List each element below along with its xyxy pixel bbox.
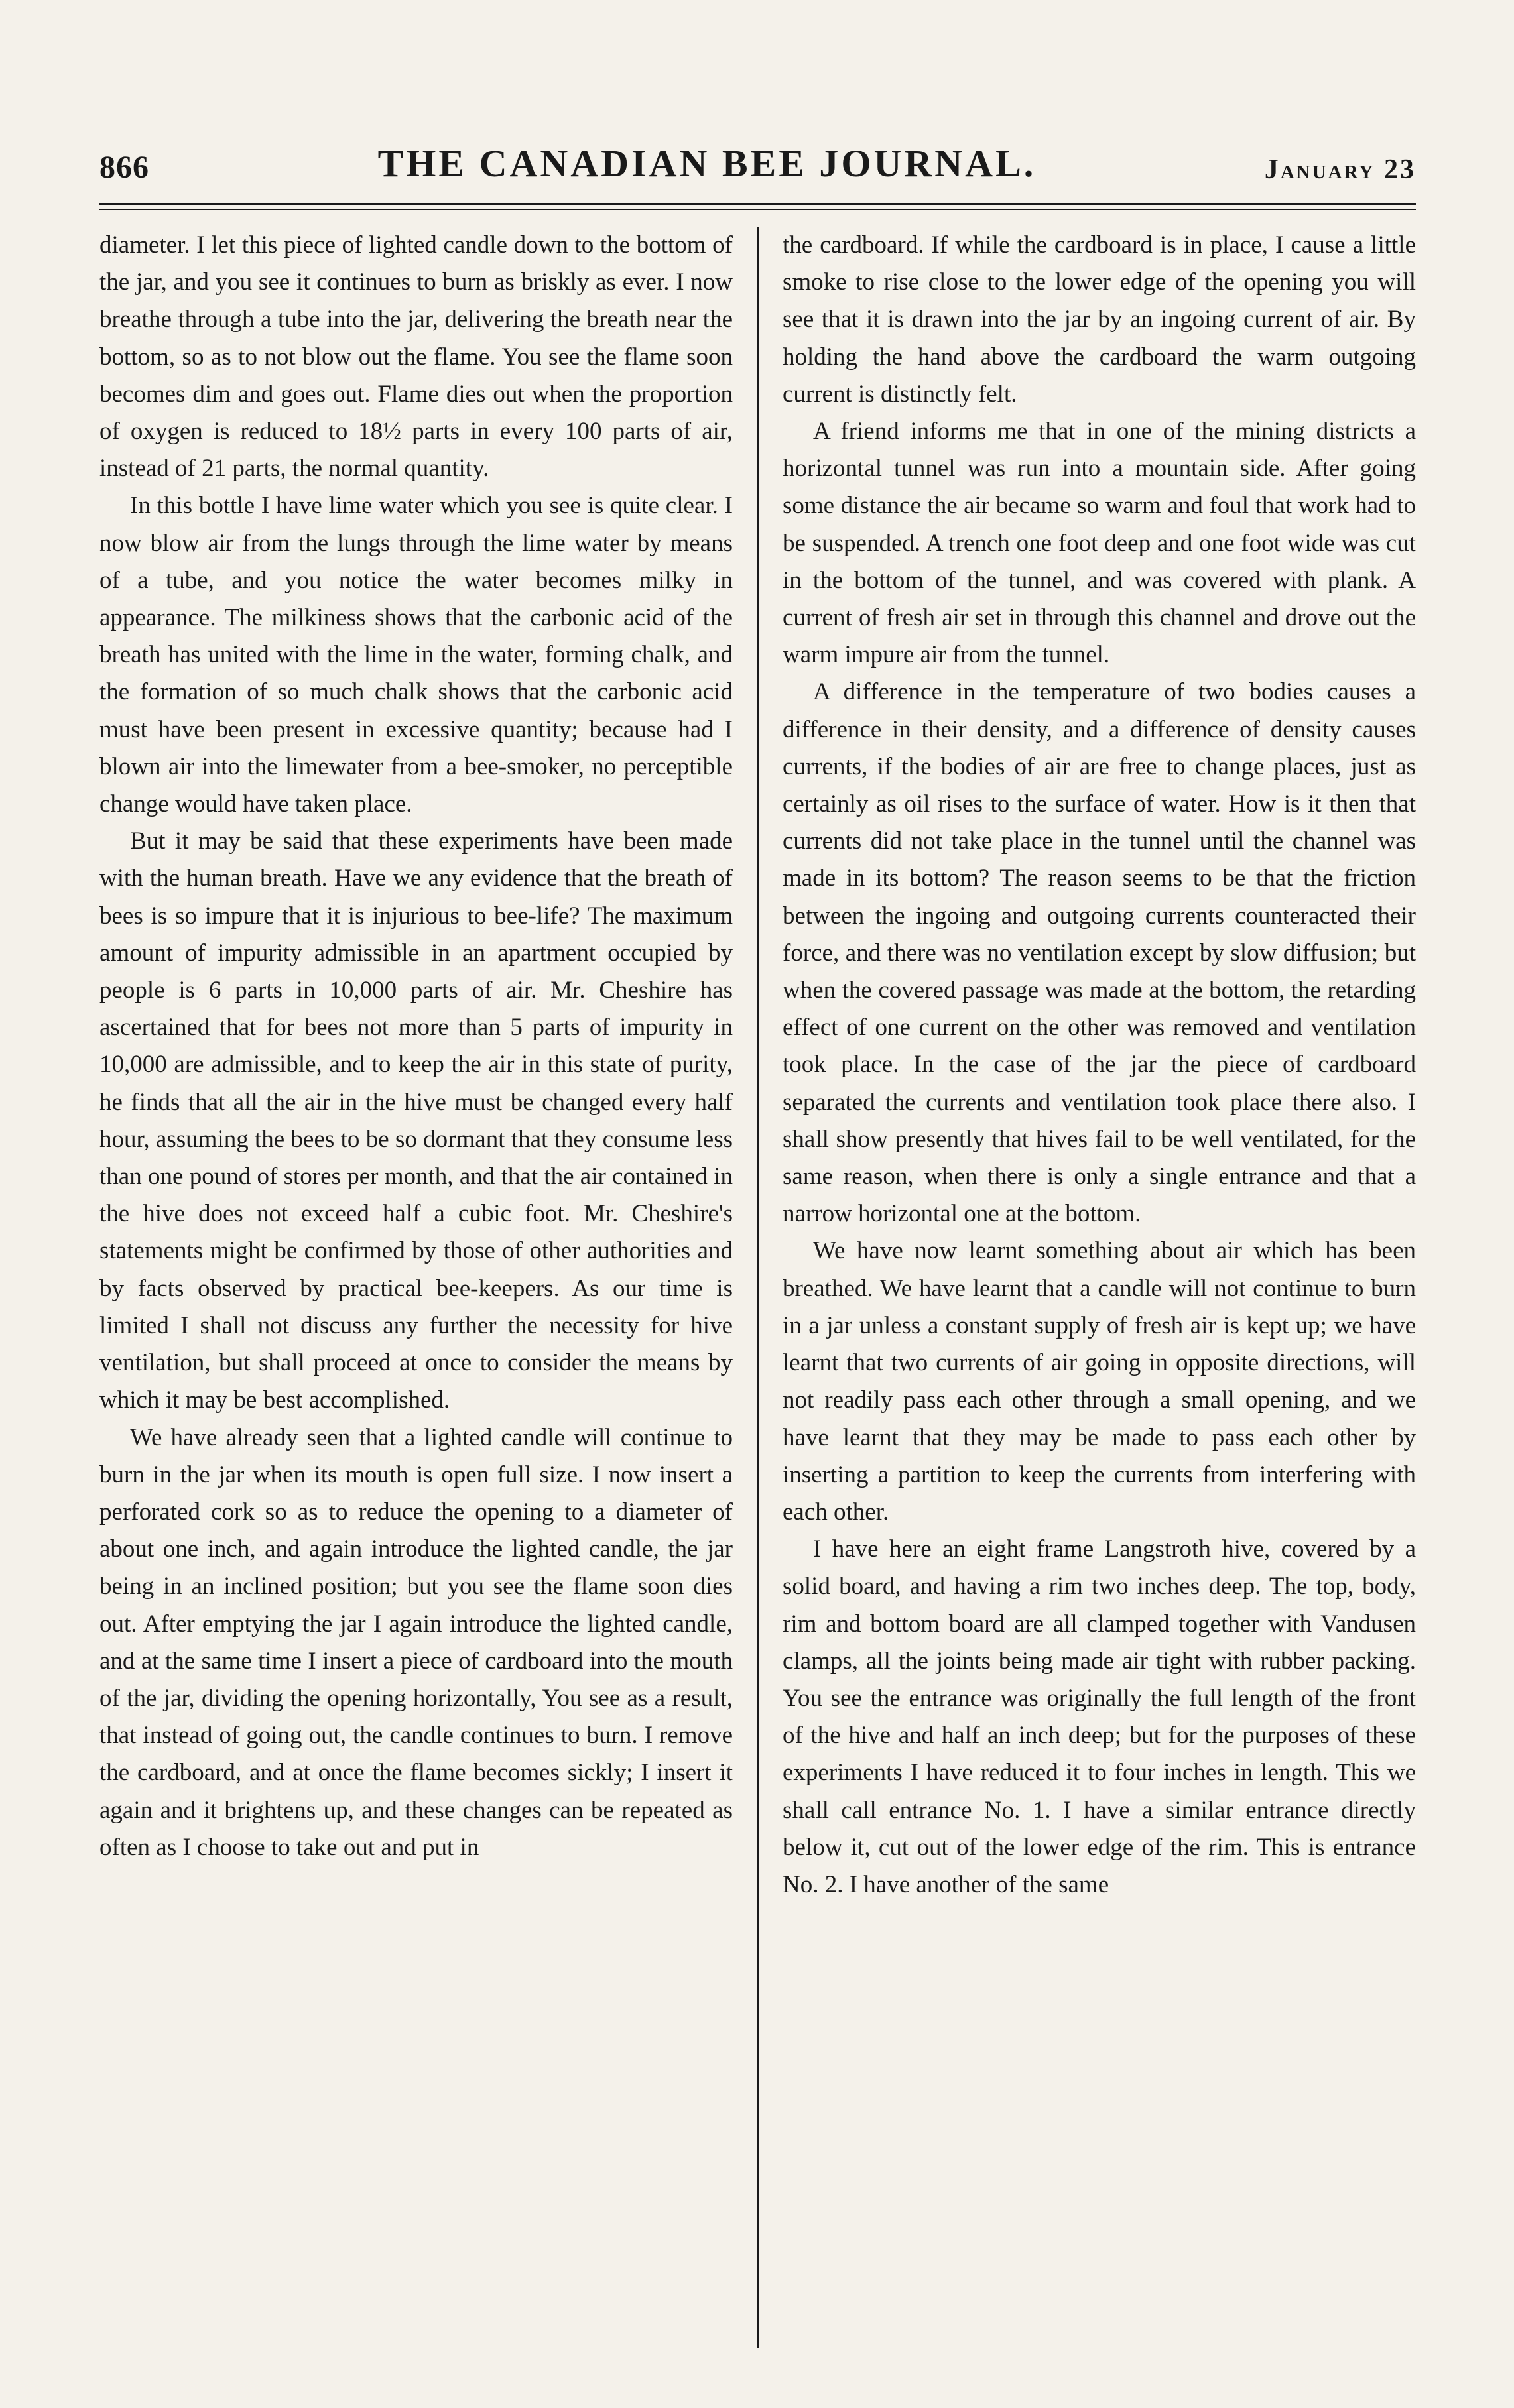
left-column xyxy=(99,227,733,2348)
paragraph: diameter. I let this piece of lighted candle down to the bottom of the jar, and you see it continues to burn as briskly as ever. I now breathe through a tube into the jar, delivering the breath near the bottom, so as to not blow out the flame. You see the flame soon becomes dim and goes out. Flame dies out when the proportion of oxygen is reduced to 18½ parts in every 100 parts of air, instead of 21 parts, the normal quantity. xyxy=(99,231,733,483)
page-number: 866 xyxy=(99,150,149,185)
journal-title: THE CANADIAN BEE JOURNAL. xyxy=(377,142,1037,185)
paragraph: We have now learnt something about air which has been breathed. We have learnt that a candle will not continue to burn in a jar unless a constant supply of fresh air is kept up; we have learnt that two currents of air going in opposite directions, will not readily pass each other through a small opening, and we have learnt that they may be made to pass each other by inserting a partition to keep the currents from interfering with each other. xyxy=(783,1237,1416,1526)
header-rule xyxy=(99,203,1416,210)
paragraph: But it may be said that these experiments have been made with the human breath. Have we any evidence that the breath of bees is so impure that it is injurious to bee-life? The maximum amount of impurity admissible in an apartment occupied by people is 6 parts in 10,000 parts of air. Mr. Cheshire has ascertained that for bees not more than 5 parts of impurity in 10,000 are admissible, and to keep the air in this state of purity, he finds that all the air in the hive must be changed every half hour, assuming the bees to be so dormant that they consume less than one pound of stores per month, and that the air contained in the hive does not exceed half a cubic foot. Mr. Cheshire's statements might be confirmed by those of other authorities and by facts observed by practical bee-keepers. As our time is limited I shall not discuss any further the necessity for hive ventilation, but shall proceed at once to consider the means by which it may be best accomplished. xyxy=(99,827,733,1414)
article-columns xyxy=(99,227,1416,2348)
paragraph: We have already seen that a lighted candle will continue to burn in the jar when its mouth is open full size. I now insert a perforated cork so as to reduce the opening to a diameter of about one inch, and again introduce the lighted candle, the jar being in an inclined position; but you see the flame soon dies out. After emptying the jar I again introduce the lighted candle, and at the same time I insert a piece of cardboard into the mouth of the jar, dividing the opening horizontally, You see as a result, that instead of going out, the candle continues to burn. I remove the cardboard, and at once the flame becomes sickly; I insert it again and it brightens up, and these changes can be repeated as often as I choose to take out and put in xyxy=(99,1423,733,1861)
paragraph: In this bottle I have lime water which you see is quite clear. I now blow air from the lungs through the lime water by means of a tube, and you notice the water becomes milky in appearance. The milkiness shows that the carbonic acid of the breath has united with the lime in the water, forming chalk, and the formation of so much chalk shows that the carbonic acid must have been present in excessive quantity; because had I blown air into the limewater from a bee-smoker, no perceptible change would have taken place. xyxy=(99,492,733,818)
right-column xyxy=(783,227,1416,2348)
paragraph: the cardboard. If while the cardboard is in place, I cause a little smoke to rise close to the lower edge of the opening you will see that it is drawn into the jar by an ingoing current of air. By holding the hand above the cardboard the warm outgoing current is distinctly felt. xyxy=(783,231,1416,408)
journal-page xyxy=(99,119,1416,2360)
paragraph: A difference in the temperature of two bodies causes a difference in their density, and a difference of density causes currents, if the bodies of air are free to change places, just as certainly as oil rises to the surface of water. How is it then that currents did not take place in the tunnel until the channel was made in its bottom? The reason seems to be that the friction between the ingoing and outgoing currents counteracted their force, and there was no ventilation except by slow diffusion; but when the covered passage was made at the bottom, the retarding effect of one current on the other was removed and ventilation took place. In the case of the jar the piece of cardboard separated the currents and ventilation took place there also. I shall show presently that hives fail to be well ventilated, for the same reason, when there is only a single entrance and that a narrow horizontal one at the bottom. xyxy=(783,678,1416,1228)
page-header xyxy=(99,119,1416,186)
paragraph: I have here an eight frame Langstroth hive, covered by a solid board, and having a rim two inches deep. The top, body, rim and bottom board are all clamped together with Vandusen clamps, all the joints being made air tight with rubber packing. You see the entrance was originally the full length of the front of the hive and half an inch deep; but for the purposes of these experiments I have reduced it to four inches in length. This we shall call entrance No. 1. I have a similar entrance directly below it, cut out of the lower edge of the rim. This is entrance No. 2. I have another of the same xyxy=(783,1535,1416,1898)
column-divider xyxy=(757,227,759,2348)
issue-date: January 23 xyxy=(1264,154,1416,185)
paragraph: A friend informs me that in one of the mining districts a horizontal tunnel was run into a mountain side. After going some distance the air became so warm and foul that work had to be suspended. A trench one foot deep and one foot wide was cut in the bottom of the tunnel, and was covered with plank. A current of fresh air set in through this channel and drove out the warm impure air from the tunnel. xyxy=(783,418,1416,669)
